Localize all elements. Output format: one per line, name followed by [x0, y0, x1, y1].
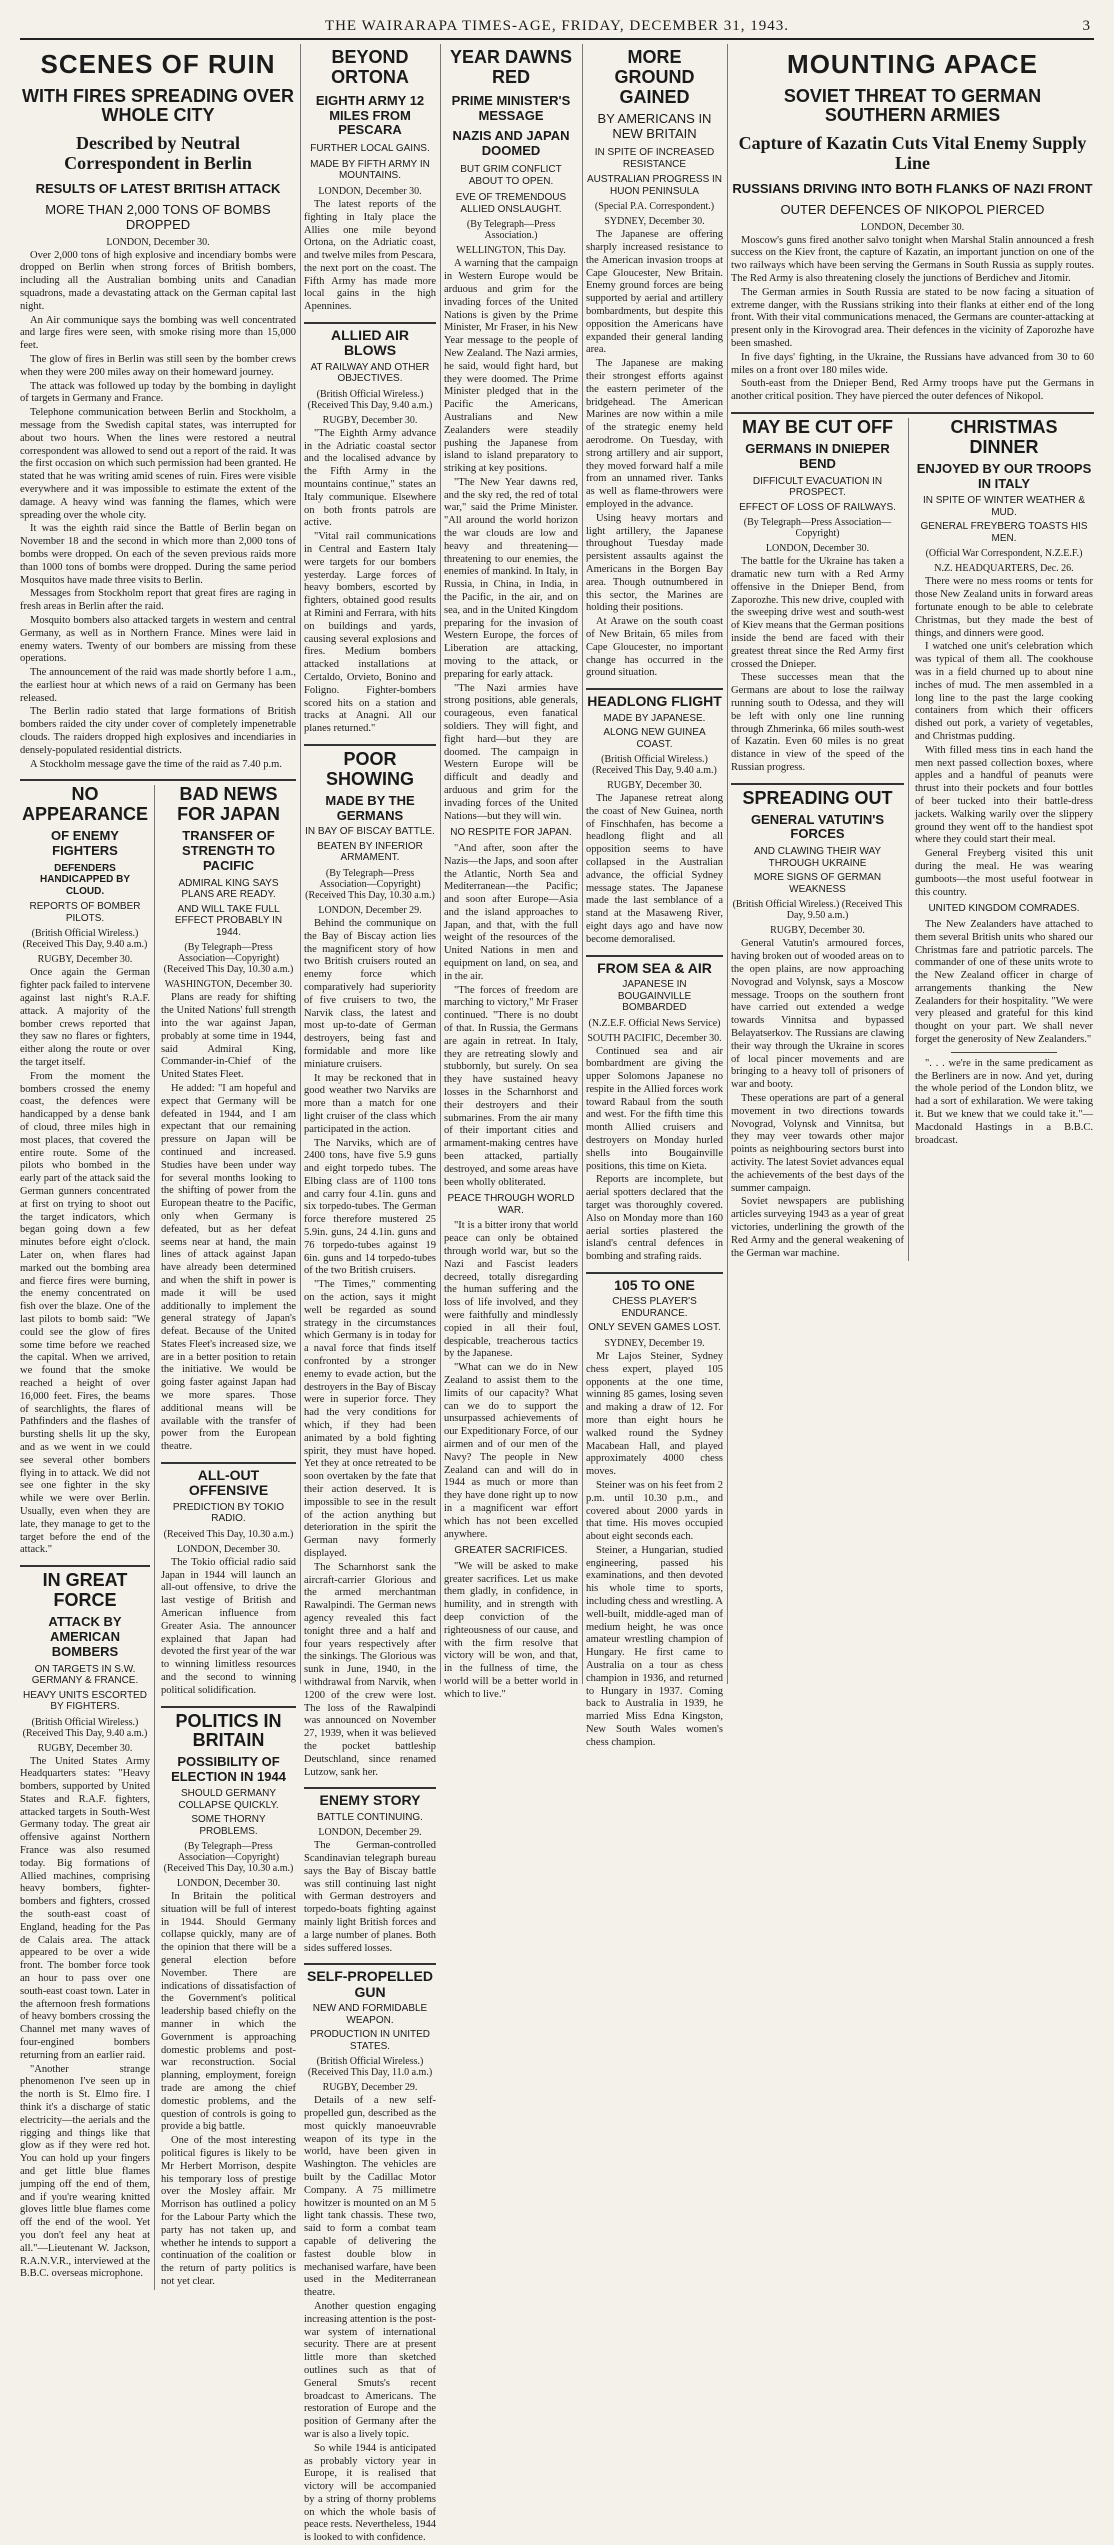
column-4	[444, 44, 578, 1700]
masthead-title: THE WAIRARAPA TIMES-AGE, FRIDAY, DECEMBER 31, 1943.	[324, 17, 790, 34]
sub-column	[161, 785, 296, 2289]
paragraph: Using heavy mortars and light artillery, the Japanese throughout Tuesday made persistent assaults against the Americans in the Borgen Bay area. Though outnumbered in this sector, the Marines are holding their positions.	[586, 512, 723, 614]
paragraph: In five days' fighting, in the Ukraine, the Russians have advanced from 30 to 60 miles on a front over 180 miles wide.	[731, 351, 1094, 376]
ruin-subheadline: WITH FIRES SPREADING OVER WHOLE CITY	[21, 85, 295, 126]
paragraph: An Air communique says the bombing was well concentrated and large fires were seen, with smoke rising more than 15,000 feet.	[20, 314, 296, 352]
politics-article	[161, 1706, 296, 2289]
paragraph: The United States Army Headquarters states: "Heavy bombers, supported by United States and R.A.F. fighters, attacked targets in South-West Germany today. The great air offensive against Northern France was also resumed today. Big formations of Allied machines, comprising heavy bombers, fighter-bombers and fighters, crossed the south-east coast of England, heading for the Pas de Calais area. The attack appeared to be over a wide front. The bomber force took an hour to pass over one south-east coast town. Later in the afternoon fresh formations of heavy bombers crossing the Channel met many waves of four-engined bombers returning from an earlier raid.	[20, 1755, 150, 2061]
showing-subhead: MADE BY THE GERMANS	[325, 792, 415, 823]
paragraph: The Berlin radio stated that large formations of British bombers raided the city under cover of completely impenetrable clouds. The raiders dropped high explosives and incendiaries in densely-populated residential districts.	[20, 706, 296, 756]
paragraph: Moscow's guns fired another salvo tonight when Marshal Stalin announced a fresh success on the Kiev front, the capture of Kazatin, an important junction on one of the two railways which have been serving the Germans in South Russia as supply routes. The Red Army is also threatening closely the junctions of Berdichev and Jitomir.	[731, 234, 1094, 285]
paragraph: In Britain the political situation will be full of interest in 1944. Should Germany collapse quickly, many are of the opinion that there will be a general election before November. There are indications of dissatisfaction of the Government's political leadership based chiefly on the manner in which the Government is approaching domestic problems and post-war reconstruction. Social planning, employment, foreign trade are among the chief domestic problems, and the question of controls is going to provide a big battle.	[161, 1891, 296, 2133]
paragraph: The Narviks, which are of 2400 tons, have five 5.9 guns and eight torpedo tubes. The Elbing class are of 1100 tons and carry four 4.1in. guns and six torpedo-tubes. The German force therefore mustered 25 5.9in. guns, 24 4.1in. guns and 76 torpedo-tubes against 19 6in. guns and 14 torpedo-tubes of the two British cruisers.	[304, 1137, 436, 1277]
greatforce-article	[20, 1565, 150, 2281]
airblows-article	[304, 322, 436, 736]
spreading-subhead: GENERAL VATUTIN'S FORCES	[750, 811, 885, 842]
credit-line: (Official War Correspondent, N.Z.E.F.)	[925, 548, 1083, 560]
paragraph: It may be reckoned that in good weather two Narviks are more than a match for one light cruiser of the class which participated in the action.	[304, 1072, 436, 1135]
moreground-subhead: BY AMERICANS IN NEW BRITAIN	[597, 111, 712, 142]
christmas-article-body	[915, 576, 1093, 1147]
column-rule	[582, 44, 583, 1684]
paragraph: "What can we do in New Zealand to assist them to the limits of our capacity? What can we do to support the unsurpassed achievements of our Expeditionary Force, of our airmen and of our men of the Navy? The people in New Zealand can and will do in 1944 as much or more than they have done right up to now in a magnificent war effort which has not been excelled anywhere.	[444, 1362, 578, 1540]
christmas-headline: CHRISTMAS DINNER	[950, 417, 1058, 457]
airblows-deck: AT RAILWAY AND OTHER OBJECTIVES.	[310, 361, 430, 385]
divider	[951, 1052, 1058, 1053]
spreading-deck-2: MORE SIGNS OF GERMAN WEAKNESS	[753, 872, 882, 895]
gun-article	[304, 1963, 436, 2545]
ruin-deck-3: MORE THAN 2,000 TONS OF BOMBS DROPPED	[45, 201, 271, 232]
dateline: LONDON, December 30.	[318, 185, 422, 197]
sub-column	[731, 418, 909, 1261]
dateline: LONDON, December 29.	[318, 904, 422, 916]
paragraph: Mr Lajos Steiner, Sydney chess expert, played 105 opponents at the one time, winning 85 games, losing seven and making a draw of 12. For more than eight hours he walked round the Sydney Macabean Hall, and played approximately 4000 chess moves.	[586, 1350, 723, 1478]
paragraph: Steiner, a Hungarian, studied engineering, passed his examinations, and then devoted his whole time to sports, including chess and wrestling. A well-built, middle-aged man of medium height, he was once amateur wrestling champion of Hungary. He first came to Australia on a tour as chess champion in 1936, and returned to Hungary in 1937. Coming back to Australia in 1939, he married Miss Edna Kingston, New South Wales women's chess champion.	[586, 1544, 723, 1748]
paragraph: "It is a bitter irony that world peace can only be obtained through world war, but so the Nazi and Fascist leaders decreed, totally disregarding the human suffering and the loss of life involved, and they were faithfully and mindlessly copied in all their foul, despicable, treacherous tactics by the Japanese.	[444, 1220, 578, 1360]
apace-deck: Capture of Kazatin Cuts Vital Enemy Supply Line	[738, 133, 1087, 173]
paragraph: "Another strange phenomenon I've seen up in the north is St. Elmo fire. I think it's a discharge of static electricity—the aerials and the rigging and things like that glow as if they were red hot. You can hold up your fingers and get little blue flames jumping off the end of them, and if you're wearing knitted gloves little blue flames come off the end of the wool. Yet you don't feel any heat at all."—Lieutenant W. Jackson, R.A.N.V.R., interviewed at the B.B.C. overseas microphone.	[20, 2063, 150, 2280]
yeardawns-subhead: PRIME MINISTER'S MESSAGE	[451, 92, 571, 123]
greatforce-subhead: ATTACK BY AMERICAN BOMBERS	[48, 1613, 122, 1659]
politics-deck: SHOULD GERMANY COLLAPSE QUICKLY.	[178, 1788, 279, 1811]
paragraph: The Japanese are making their strongest efforts against the eastern perimeter of the bridgehead. The American Marines are now within a mile of the strategic enemy held aerodrome. On Tuesday, with strong artillery and air support, they moved forward half a mile from an unnamed river. Tanks as well as flame-throwers were employed in the advance.	[586, 358, 723, 510]
chess-deck-2: ONLY SEVEN GAMES LOST.	[588, 1322, 721, 1334]
credit-line: (British Official Wireless.) (Received This Day, 9.50 a.m.)	[732, 899, 903, 922]
dateline: N.Z. HEADQUARTERS, Dec. 26.	[934, 563, 1074, 575]
politics-subhead: POSSIBILITY OF ELECTION IN 1944	[171, 1754, 286, 1785]
headlong-deck: MADE BY JAPANESE.	[603, 712, 706, 724]
paragraph: Over 2,000 tons of high explosive and incendiary bombs were dropped on Berlin when strong forces of British bombers, including all the Australian bombing units and Canadian squadrons, made a devastating attack on the German capital last night.	[20, 249, 296, 312]
yeardawns-deck-2: BUT GRIM CONFLICT ABOUT TO OPEN.	[460, 164, 562, 187]
politics-headline: POLITICS IN BRITAIN	[175, 1710, 282, 1751]
apace-deck-2: RUSSIANS DRIVING INTO BOTH FLANKS OF NAZI FRONT	[732, 180, 1093, 196]
apace-article-body	[731, 235, 1094, 404]
credit-line: (N.Z.E.F. Official News Service)	[588, 1017, 721, 1029]
yeardawns-deck: NAZIS AND JAPAN DOOMED	[452, 128, 570, 159]
apace-subheadline: SOVIET THREAT TO GERMAN SOUTHERN ARMIES	[783, 85, 1042, 126]
credit-line: (By Telegraph—Press Association—Copyright) (Received This Day, 10.30 a.m.)	[305, 867, 435, 901]
paragraph: The Japanese are offering sharply increased resistance to the American invasion troops at Cape Gloucester, New Britain. Enemy ground forces are being supported by aerial and artillery bombardments, but despite this opposition the Americans have expanded their general landing area.	[586, 229, 723, 356]
column-5	[586, 44, 723, 1748]
credit-line: (British Official Wireless.) (Received This Day, 11.0 a.m.)	[307, 2056, 433, 2079]
appearance-deck: DEFENDERS HANDICAPPED BY CLOUD.	[39, 862, 130, 897]
cutoff-article-body	[731, 556, 904, 775]
paragraph: A Stockholm message gave the time of the raid as 7.40 p.m.	[30, 758, 282, 770]
dateline: LONDON, December 30.	[176, 1543, 281, 1555]
paragraph: General Freyberg visited this unit during the meal. He was wearing gumboots—the most useful footwear in this country.	[915, 848, 1093, 898]
masthead	[20, 14, 1094, 40]
greatforce-deck-2: HEAVY UNITS ESCORTED BY FIGHTERS.	[23, 1689, 147, 1712]
paragraph: There were no mess rooms or tents for those New Zealand units in forward areas fortunate enough to be able to celebrate Christmas, but they made the best of things, and dinners were good.	[915, 576, 1093, 639]
dateline: LONDON, December 29.	[318, 1827, 422, 1839]
spreading-deck: AND CLAWING THEIR WAY THROUGH UKRAINE	[753, 846, 882, 869]
paragraph: Behind the communique on the Bay of Biscay action lies the magnificent story of how two British cruisers routed an enemy force which comparatively had superiority of five cruisers to two, the Narvik class, the latest and most up-to-date of German destroyers, being fast and formidable and more like miniature cruisers.	[304, 917, 436, 1070]
enemystory-headline: ENEMY STORY	[319, 1792, 421, 1809]
paragraph: Messages from Stockholm report that great fires are raging in fresh areas in Berlin after the raid.	[20, 588, 296, 613]
gun-deck-2: PRODUCTION IN UNITED STATES.	[310, 2029, 430, 2052]
dateline: RUGBY, December 30.	[37, 1742, 133, 1754]
paragraph: "The Nazi armies have strong positions, able generals, courageous, even fanatical soldiers. They will fight, and fight hard—but they are doomed. The campaign in Western Europe will be difficult and deadly and arduous and grim for the invading forces of the United Nations—but they will win.	[444, 682, 578, 822]
credit-line: (Special P.A. Correspondent.)	[594, 201, 715, 213]
paragraph: He added: "I am hopeful and expect that Germany will be defeated in 1944, and I am expectant that our remaining pressure on Japan will be continued and increased. Studies have been under way for several months looking to the shifting of power from the European theatre to the Pacific, only when Germany is defeated, but as her defeat seems near at hand, the main lines of attack against Japan have already been determined and when the shift in power is made it will be used additionally to implement the general strategy of Japan's defeat. Because of the United States Fleet's increased size, we are in a better position to retain the initiative. We would be going faster against Japan had we more spares. Those additional means will be available with the transfer of power from the European theatre.	[161, 1082, 296, 1453]
politics-deck-2: SOME THORNY PROBLEMS.	[191, 1814, 266, 1837]
paragraph: The New Zealanders have attached to them several British units who shared our Christmas fare and patriotic parcels. The commander of one of these units wrote to the New Zealand officer in charge of arrangements thanking the New Zealanders for their hospitality. "We were very pleased and grateful for this kind thought on your part. We shall never forget the generosity of New Zealanders."	[915, 918, 1093, 1046]
dateline: WELLINGTON, This Day.	[456, 245, 566, 257]
headlong-headline: HEADLONG FLIGHT	[587, 693, 722, 710]
paragraph: "And after, soon after the Nazis—the Japs, and soon after the Atlantic, North Sea and Mediterranean—the Pacific; and soon after Europe—Asia and the island approaches to Japan, and that, with the full weight of the resources of the United Nations in men and equipment on land, on sea, and in the air.	[444, 842, 578, 982]
paragraph: The Tokio official radio said Japan in 1944 will launch an all-out offensive, to drive the last vestige of British and American influence from Greater Asia. The announcer explained that Japan had devoted the first year of the war to winning limitless resources and the second to winning political solidification.	[161, 1556, 296, 1696]
moreground-article-body	[586, 229, 723, 680]
japan-article-body	[161, 992, 296, 1454]
chess-deck: CHESS PLAYER'S ENDURANCE.	[612, 1296, 697, 1319]
showing-article	[304, 744, 436, 1779]
gun-headline: SELF-PROPELLED GUN	[306, 1968, 433, 2000]
cutoff-deck: DIFFICULT EVACUATION IN PROSPECT.	[752, 475, 883, 499]
yeardawns-headline: YEAR DAWNS RED	[449, 47, 572, 87]
chess-headline: 105 TO ONE	[614, 1277, 695, 1294]
credit-line: (British Official Wireless.) (Received This Day, 9.40 a.m.)	[307, 388, 433, 411]
ortona-article-body	[304, 199, 436, 314]
politics-article-body	[161, 1891, 296, 2289]
paragraph: So while 1944 is anticipated as probably victory year in Europe, it is realised that victory will be accompanied by a string of thorny problems on which the whole basis of peace rests. Nevertheless, 1944 is looked to with confidence.	[304, 2442, 436, 2544]
paragraph: Continued sea and air bombardment are giving the upper Solomons Japanese no respite in the Allied forces work toward Rabaul from the south and west. For the fifth time this month Allied cruisers and destroyers on Monday hurled shells into Bougainville positions, this time on Kieta.	[586, 1045, 723, 1172]
moreground-deck: IN SPITE OF INCREASED RESISTANCE	[594, 147, 715, 170]
enemystory-deck: BATTLE CONTINUING.	[317, 1811, 423, 1823]
japan-deck-2: AND WILL TAKE FULL EFFECT PROBABLY IN 1944.	[174, 903, 283, 938]
moreground-deck-2: AUSTRALIAN PROGRESS IN HUON PENINSULA	[586, 174, 723, 197]
ortona-subhead: EIGHTH ARMY 12 MILES FROM PESCARA	[315, 92, 425, 138]
paragraph: A warning that the campaign in Western Europe would be arduous and grim for the invading forces of the United Nations is given by the Prime Minister, Mr Fraser, in his New Year message to the people of New Zealand. The Nazi armies, he said, would fight hard, but they were doomed. The Prime Minister pledged that in the Pacific the Americans, Australians and New Zealanders were steadily pushing the Japanese from island to island preparatory to striking at key positions.	[444, 258, 578, 475]
dateline: RUGBY, December 30.	[322, 414, 418, 426]
japan-headline: BAD NEWS FOR JAPAN	[177, 784, 280, 825]
airblows-headline: ALLIED AIR BLOWS	[330, 327, 410, 359]
paragraph: Another question engaging increasing attention is the post-war system of international security. There are at present little more than sketched outlines such as that of General Smuts's recent broadcast to Americans. The restoration of Europe and the position of Germany after the war is also a lively topic.	[304, 2300, 436, 2440]
offensive-headline: ALL-OUT OFFENSIVE	[188, 1467, 269, 1499]
christmas-deck: IN SPITE OF WINTER WEATHER & MUD.	[922, 495, 1086, 518]
ruin-article-body	[20, 250, 296, 772]
paragraph: Details of a new self-propelled gun, described as the most quickly manoeuvrable weapon of its type in the world, have been given in Washington. The vehicles are built by the Cadillac Motor Company. A 75 millimetre howitzer is mounted on an M 5 light tank chassis. These two, said to form a combat team capable of delivering the fastest double blow in mechanised warfare, have been used in the Mediterranean theatre.	[304, 2095, 436, 2299]
paragraph: Mosquito bombers also attacked targets in western and central Germany, as well as in Northern France. Mines were laid in enemy waters. Twenty of our bombers are missing from these operations.	[20, 614, 296, 665]
cutoff-subhead: GERMANS IN DNIEPER BEND	[745, 440, 890, 471]
dateline: WASHINGTON, December 30.	[164, 979, 293, 991]
section-subhead: PEACE THROUGH WORLD WAR.	[447, 1193, 575, 1216]
paragraph: The attack was followed up today by the bombing in daylight of targets in Germany and France.	[20, 380, 296, 405]
dateline: LONDON, December 30.	[765, 543, 870, 555]
paragraph: "We will be asked to make greater sacrifices. Let us make them gladly, in confidence, in humility, and in strength with deep conviction of the righteousness of our cause, and with the firm resolve that victory will be won, and that, in the fullness of time, the world will be a better world in which to live."	[444, 1560, 578, 1700]
paragraph: Soviet newspapers are publishing articles surveying 1943 as a year of great victories, underlining the growth of the Red Army and the general weakening of the German war machine.	[731, 1196, 904, 1259]
paragraph: From the moment the bombers crossed the enemy coast, the defences were handicapped by a dense bank of cloud, three miles high in most places, that covered the entire route. Some of the pilots who bombed in the early part of the attack said the German gunners concentrated at first on trying to shoot out the target indicators, which began going down a few minutes before eight o'clock. Later on, when flares had marked out the bombing area and fierce fires were burning, the enemy concentrated on fish over the blaze. One of the last pilots to bomb said: "We could see the glow of fires some time before we reached the capital. When we arrived, we found that the smoke reached a height of over 16,000 feet. Fires, the beams of searchlights, the flares of Pathfinders and the flashes of bursting shells lit up the sky, and as we went in we could see several other bombers flying in to attack. We did not see one fighter in the sky while we were over Berlin. Usually, even when they are late, they manage to get to the target before the end of the attack."	[20, 1070, 150, 1556]
dateline: SOUTH PACIFIC, December 30.	[587, 1032, 722, 1044]
chess-article	[586, 1272, 723, 1750]
appearance-subhead: OF ENEMY FIGHTERS	[51, 828, 119, 858]
paragraph: These operations are part of a general movement in two directions towards Novograd, Volynsk and Vinnitsa, but they may veer towards other major points as neighbouring sectors burst into activity. The latest Soviet advances equal the achievements of the best days of the summer campaign.	[731, 1092, 904, 1194]
apace-headline: MOUNTING APACE	[787, 49, 1038, 79]
credit-line: (By Telegraph—Press Association.)	[466, 219, 556, 242]
column-3	[304, 44, 436, 2544]
headlong-deck-2: ALONG NEW GUINEA COAST.	[603, 727, 706, 750]
paragraph: ". . . we're in the same predicament as the Berliners are in now. And yet, during the whole period of the London blitz, we had a sort of exhilaration. We were taking it. But we knew that we could take it."—Macdonald Hastings in a B.B.C. broadcast.	[915, 1057, 1093, 1146]
ruin-deck: Described by Neutral Correspondent in Berlin	[64, 133, 252, 173]
gun-article-body	[304, 2095, 436, 2545]
paragraph: General Vatutin's armoured forces, having broken out of wooded areas on to the open plains, are now approaching Novograd and Volynsk, says a Moscow message. Troops on the southern front have carried out extended a wedge towards Vinnitsa and bypassed Belayatserkov. The Russians are clawing their way through the Ukraine in scores of local pincer movements and are bringing to a heavy toll of prisoners of war and booty.	[731, 938, 904, 1091]
column-rule	[300, 44, 301, 1684]
spreading-headline: SPREADING OUT	[742, 787, 893, 808]
appearance-headline: NO APPEARANCE	[21, 784, 149, 825]
credit-line: (By Telegraph—Press Association—Copyright) (Received This Day, 10.30 a.m.)	[163, 1841, 294, 1875]
offensive-deck: PREDICTION BY TOKIO RADIO.	[172, 1501, 285, 1525]
dateline: RUGBY, December 30.	[37, 954, 133, 966]
paragraph: "The New Year dawns red, and the sky red, the red of total war," said the Prime Minister. "All around the world horizon the war clouds are low and heavy and threatening—threatening to our enemies, the enemies of mankind. In Italy, in Russia, in China, in India, in the Pacific, in the air, and on sea, and in the United Kingdom preparing for the invasion of Western Europe, the forces of Liberation are attacking, moving to the attack, or preparing for early attack.	[444, 476, 578, 680]
dateline: LONDON, December 30.	[860, 221, 965, 233]
paragraph: The announcement of the raid was made shortly before 1 a.m., the earliest hour at which news of a raid on Germany has been released.	[20, 667, 296, 704]
showing-headline: POOR SHOWING	[326, 748, 414, 789]
ortona-deck-2: MADE BY FIFTH ARMY IN MOUNTAINS.	[310, 158, 430, 182]
credit-line: (British Official Wireless.) (Received This Day, 9.40 a.m.)	[592, 754, 717, 777]
paragraph: The Japanese retreat along the coast of New Guinea, north of Finschhafen, has become a headlong flight and all opposition seems to have collapsed in the Australian advance, the official Sydney message states. The Japanese made the last semblance of a stand at the Masaweng River, eight days ago and have now become demoralised.	[586, 793, 723, 945]
dateline: RUGBY, December 30.	[607, 780, 702, 792]
christmas-subhead: ENJOYED BY OUR TROOPS IN ITALY	[916, 460, 1092, 491]
greatforce-headline: IN GREAT FORCE	[42, 1570, 128, 1610]
paragraph: At Arawe on the south coast of New Britain, 65 miles from Cape Gloucester, no important change has occurred in the ground situation.	[586, 616, 723, 679]
credit-line: (British Official Wireless.) (Received This Day, 9.40 a.m.)	[22, 1716, 148, 1739]
column-rule	[727, 44, 728, 1684]
showing-deck-2: BEATEN BY INFERIOR ARMAMENT.	[317, 840, 423, 864]
section-subhead: UNITED KINGDOM COMRADES.	[928, 903, 1080, 915]
ortona-headline: BEYOND ORTONA	[331, 47, 409, 87]
enemystory-article-body	[304, 1840, 436, 1955]
christmas-deck-2: GENERAL FREYBERG TOASTS HIS MEN.	[920, 521, 1088, 544]
paragraph: Once again the German fighter pack failed to intervene against last night's R.A.F. attack. A majority of the bomber crews reported that they saw no flares or fighters, either along the route or over the target itself.	[20, 967, 150, 1069]
showing-deck: IN BAY OF BISCAY BATTLE.	[305, 826, 435, 838]
paragraph: The Scharnhorst sank the aircraft-carrier Glorious and the armed merchantman Rawalpindi. The German news agency revealed this fact tonight three and a half and four years respectively after the sinkings. The Glorious was sunk in June, 1940, in the withdrawal from Narvik, when 1200 of the crew were lost. The loss of the Rawalpindi was announced on November 27, 1939, when it was believed the pocket battleship Deutschland, since renamed Lutzow, sank her.	[304, 1561, 436, 1778]
spreading-article	[731, 783, 904, 1261]
dateline: LONDON, December 30.	[106, 236, 210, 248]
headlong-article	[586, 688, 723, 946]
gun-deck: NEW AND FORMIDABLE WEAPON.	[312, 2003, 428, 2026]
section-subhead: NO RESPITE FOR JAPAN.	[450, 827, 572, 839]
appearance-article-body	[20, 967, 150, 1557]
section-subhead: GREATER SACRIFICES.	[454, 1545, 568, 1557]
paragraph: The battle for the Ukraine has taken a dramatic new turn with a Red Army offensive in the Dnieper Bend, from Zaporozhe. This new drive, coupled with the sweeping drive west and south-west of Kiev means that the German positions inside the bend are faced with their greatest threat since the Red Army first crossed the Dnieper.	[731, 556, 904, 670]
apace-deck-3: OUTER DEFENCES OF NIKOPOL PIERCED	[780, 201, 1045, 217]
paragraph: The latest reports of the fighting in Italy place the Allies one mile beyond Ortona, on the Adriatic coast, and twelve miles from Pescara, the next port on the coast. The Fifth Army has made more local gains in the high Apennines.	[304, 198, 436, 313]
ruin-headline: SCENES OF RUIN	[40, 49, 276, 79]
page-number: 3	[1082, 18, 1090, 34]
paragraph: Telephone communication between Berlin and Stockholm, a message from the Swedish capital states, was interrupted for about two hours. When the lines were restored a neutral correspondent was allowed to send out a report of the raid. It was the first occasion on which such permission had been granted. He stated that he was writing amid scenes of ruin. Fires were visible everywhere and it was impossible to estimate the extent of the damage. A heavy wind was fanning the flames, which were spreading over the whole city.	[20, 407, 296, 521]
sub-column	[915, 418, 1093, 1261]
paragraph: With filled mess tins in each hand the men next passed collection boxes, where apples and a handful of peanuts were thrust into their pockets and four bottles of beer tucked into their battle-dress jackets. Walking warily over the slippery ground they went off to the handiest spot where they could start their meal.	[915, 744, 1093, 846]
japan-subhead: TRANSFER OF STRENGTH TO PACIFIC	[182, 828, 275, 873]
spreading-article-body	[731, 938, 904, 1260]
column-rule	[440, 44, 441, 1684]
dateline: RUGBY, December 29.	[322, 2082, 418, 2094]
dateline: SYDNEY, December 30.	[604, 216, 705, 228]
paragraph: It was the eighth raid since the Battle of Berlin began on November 18 and the second in which more than 2,000 tons of bombs were dropped. On each of the seven previous raids more than 1000 tons of bombs were dropped. During the same period Mosquitos have made three visits to Berlin.	[20, 523, 296, 586]
paragraph: "The Times," commenting on the action, says it might well be regarded as sound strategy in the circumstances which Germany is in today for a naval force that finds itself confronted by a stronger enemy to evade action, but the destroyers in the Bay of Biscay were in superior force. They had the very conditions for which, if they had been animated by a bold fighting spirit, they must have hoped. Yet they at once retreated to be soon overtaken by the fate that their action deserved. It is impossible to see in the result of the action anything but deterioration in the spirit the German navy formerly displayed.	[304, 1279, 436, 1559]
paragraph: I watched one unit's celebration which was typical of them all. The cookhouse was in a field churned up to about nine inches of mud. The men assembled in a long line to the past the large cooking containers from which their officers dished out pork, a variety of vegetables, and Christmas pudding.	[915, 641, 1093, 743]
paragraph: "Vital rail communications in Central and Eastern Italy were targets for our bombers yesterday. Large forces of heavy bombers, escorted by fighters, obtained good results at Rimini and Ferrara, with hits on buildings and yards, causing several explosions and fires. Medium bombers attacked installations at Certaldo, Orvieto, Bonino and Foligno. Fighter-bombers scored hits on a station and tracks at Anagni. All our planes returned."	[304, 531, 436, 735]
credit-line: (British Official Wireless.) (Received This Day, 9.40 a.m.)	[22, 928, 148, 951]
paragraph: Reports are incomplete, but aerial spotters declared that the target was thoroughly covered. Also on Monday more than 160 aerial sorties plastered the island's central defences in bombing and strafing raids.	[586, 1174, 723, 1263]
yeardawns-article-body	[444, 258, 578, 1701]
seaair-article-body	[586, 1046, 723, 1265]
yeardawns-deck-3: EVE OF TREMENDOUS ALLIED ONSLAUGHT.	[455, 192, 567, 215]
offensive-article	[161, 1462, 296, 1698]
paragraph: One of the most interesting political figures is likely to be Mr Herbert Morrison, despite his temporary loss of prestige over the Mosley affair. Mr Morrison has outlined a policy for the Labour Party which the party has not taken up, and whether he intends to support a continuation of the coalition or the return of party politics is not yet clear.	[161, 2135, 296, 2287]
headlong-article-body	[586, 793, 723, 947]
credit-line: (By Telegraph—Press Association—Copyright) (Received This Day, 10.30 a.m.)	[163, 942, 294, 976]
paragraph: The German-controlled Scandinavian telegraph bureau says the Bay of Biscay battle was still continuing last night with German destroyers and torpedo-boats fighting against mainly light British forces and a large number of planes. Both sides suffered losses.	[304, 1840, 436, 1954]
seaair-article	[586, 955, 723, 1264]
credit-line: (Received This Day, 10.30 a.m.)	[163, 1528, 294, 1540]
seaair-headline: FROM SEA & AIR	[597, 959, 712, 976]
paragraph: Plans are ready for shifting the United Nations' full strength into the war against Japan, probably at some time in 1944, said Admiral King, Commander-in-Chief of the United States Fleet.	[161, 992, 296, 1081]
paragraph: The German armies in South Russia are stated to be now facing a situation of extreme danger, with the Russians striking into their flanks at either end of the long front. With their vital communications menaced, the Germans are counter-attacking at present only in the Kirovograd area. Their defences in the vicinity of Zaporozhe have been smashed.	[731, 286, 1094, 350]
dateline: RUGBY, December 30.	[770, 925, 865, 937]
ortona-deck: FURTHER LOCAL GAINS.	[310, 143, 430, 155]
paragraph: These successes mean that the Germans are about to lose the railway running south to Odessa, and they will be left with only one line running through Zhmerinka, 66 miles south-west of Kazatin. Even 60 miles is no great distance in view of the speed of the Russian progress.	[731, 672, 904, 773]
paragraph: The glow of fires in Berlin was still seen by the bomber crews when they were 200 miles away on their homeward journey.	[20, 353, 296, 378]
cutoff-headline: MAY BE CUT OFF	[741, 417, 893, 438]
chess-article-body	[586, 1351, 723, 1750]
paragraph: "The Eighth Army advance in the Adriatic coastal sector and the localised advance by the Fifth Army in the mountains continue," states an Italy communique. Elsewhere on both fronts patrols are active.	[304, 427, 436, 529]
paragraph: South-east from the Dnieper Bend, Red Army troops have put the Germans in another critical position. They have pierced the outer defences of Nikopol.	[731, 378, 1094, 403]
dateline: LONDON, December 30.	[176, 1878, 281, 1890]
appearance-deck-2: REPORTS OF BOMBER PILOTS.	[29, 901, 141, 924]
lower-left-columns	[20, 779, 296, 2289]
seaair-deck: JAPANESE IN BOUGAINVILLE BOMBARDED	[617, 979, 692, 1013]
credit-line: (By Telegraph—Press Association—Copyright)	[743, 517, 892, 540]
greatforce-deck: ON TARGETS IN S.W. GERMANY & FRANCE.	[31, 1663, 139, 1686]
moreground-headline: MORE GROUND GAINED	[614, 47, 695, 107]
dateline: SYDNEY, December 19.	[604, 1337, 705, 1349]
paragraph: "The forces of freedom are marching to victory," Mr Fraser continued. "There is no doubt of that. In Russia, the Germans are again in retreat. In Italy, they are retreating slowly and stubbornly, but surely. On sea they have sustained heavy losses in the Scharnhorst and their destroyers and their submarines. From the air many of their important cities and armament-making centres have been attacked, partially destroyed, and some areas have been wholly obliterated.	[444, 984, 578, 1188]
column-left	[20, 44, 296, 2287]
sub-column	[20, 785, 155, 2289]
lower-right-columns	[731, 412, 1094, 1261]
cutoff-deck-2: EFFECT OF LOSS OF RAILWAYS.	[739, 501, 896, 513]
showing-article-body	[304, 918, 436, 1779]
offensive-article-body	[161, 1557, 296, 1698]
ruin-deck-2: RESULTS OF LATEST BRITISH ATTACK	[35, 180, 281, 196]
greatforce-article-body	[20, 1756, 150, 2282]
paragraph: Steiner was on his feet from 2 p.m. until 10.30 p.m., and covered about 2000 yards in that time. His moves occupied about eight seconds each.	[586, 1479, 723, 1543]
column-right	[731, 44, 1094, 1684]
airblows-article-body	[304, 428, 436, 736]
japan-deck: ADMIRAL KING SAYS PLANS ARE READY.	[178, 877, 279, 901]
enemystory-article	[304, 1787, 436, 1955]
